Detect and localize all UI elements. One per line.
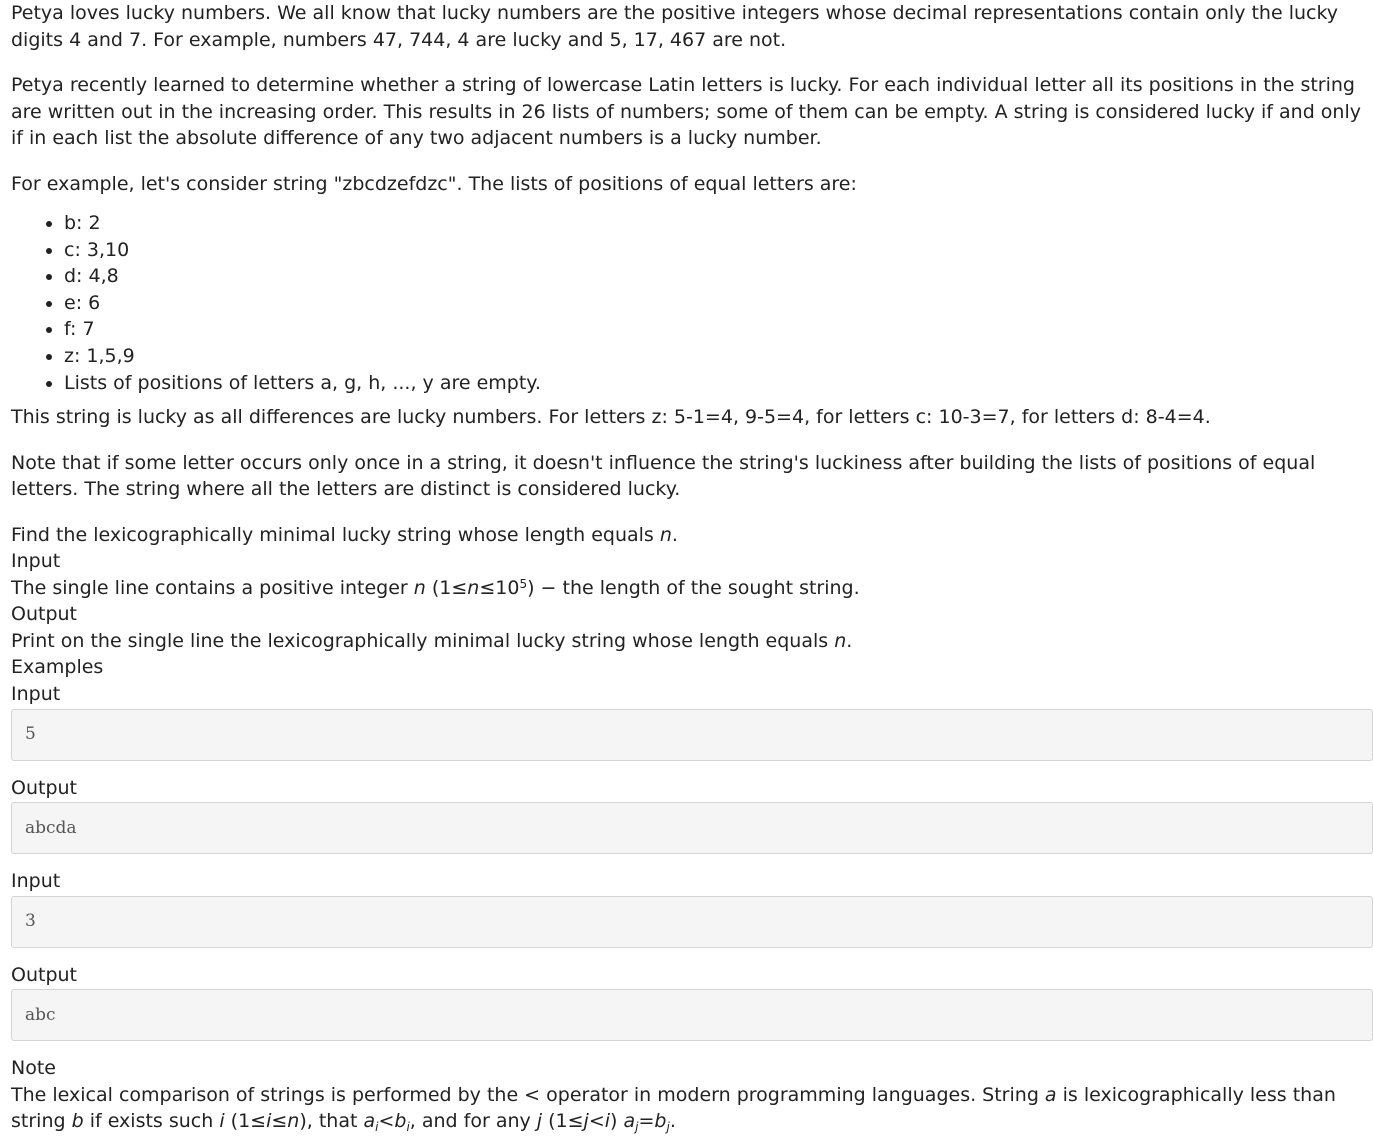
statement-paragraph-single-letter-note: Note that if some letter occurs only once in a string, it doesn't influence the string's luckiness after building the lists of positions of equal letters. The string where all the letters are distinct is considered lucky. [11, 451, 1316, 501]
sample-output-text: abcda [25, 817, 77, 838]
positions-list [11, 210, 1373, 396]
examples-section [11, 654, 1373, 1041]
sample-output-box[interactable] [11, 802, 1373, 854]
sample-output-box[interactable] [11, 989, 1373, 1041]
input-heading: Input [11, 550, 61, 573]
input-section [11, 548, 1373, 601]
statement-paragraph-task: Find the lexicographically minimal lucky string whose length equals n. [11, 523, 678, 546]
note-section [11, 1055, 1373, 1135]
output-description: Print on the single line the lexicographically minimal lucky string whose length equals n. [11, 629, 853, 652]
output-heading: Output [11, 603, 77, 626]
statement-paragraph-lucky-string: Petya recently learned to determine whether a string of lowercase Latin letters is lucky. For each individual letter all its positions in the string are written out in the increasing order. This results in 26 lists of numbers; some of them can be empty. A string is considered lucky if and only if in each list the absolute difference of any two adjacent numbers is a lucky number. [11, 74, 1361, 149]
statement-paragraph-differences: This string is lucky as all differences are lucky numbers. For letters z: 5-1=4, 9-5=4, for letters c: 10-3=7, for letters d: 8-4=4. [11, 406, 1211, 429]
sample-input-box[interactable] [11, 896, 1373, 948]
sample-input-label: Input [11, 870, 61, 893]
examples-heading: Examples [11, 656, 104, 679]
sample-output-text: abc [25, 1005, 56, 1026]
statement-paragraph-lucky-numbers: Petya loves lucky numbers. We all know that lucky numbers are the positive integers whose decimal representations contain only the lucky digits 4 and 7. For example, numbers 47, 744, 4 are lucky and 5, 17, 467 are not. [11, 2, 1339, 51]
sample-input-box[interactable] [11, 709, 1373, 761]
sample-input-text: 3 [25, 911, 36, 932]
list-item: • c: 3,10 [64, 237, 1373, 264]
sample-input-text: 5 [25, 724, 36, 745]
sample-output-label: Output [11, 776, 77, 799]
sample-input-label: Input [11, 682, 61, 705]
output-section [11, 601, 1373, 654]
list-item: • e: 6 [64, 290, 1373, 317]
note-heading: Note [11, 1057, 56, 1080]
note-text: The lexical comparison of strings is performed by the < operator in modern programming languages. String a is lexicographically less than string b if exists such i (1≤i≤n), that $a_i<b_i$, and for any j (1≤j<i) $a_j=b_j$. [11, 1083, 1336, 1135]
problem-statement [11, 0, 1373, 548]
list-item: • f: 7 [64, 316, 1373, 343]
input-description: The single line contains a positive integer n $(1\le n\le 10^5)$ − the length of the sought string. [11, 576, 860, 599]
list-item: • b: 2 [64, 210, 1373, 237]
statement-paragraph-example-intro: For example, let's consider string "zbcdzefdzc". The lists of positions of equal letters are: [11, 172, 857, 195]
sample-output-label: Output [11, 963, 77, 986]
list-item: • Lists of positions of letters a, g, h, ..., y are empty. [64, 370, 1373, 397]
variable-n: n [659, 523, 672, 546]
list-item: • z: 1,5,9 [64, 343, 1373, 370]
list-item: • d: 4,8 [64, 263, 1373, 290]
